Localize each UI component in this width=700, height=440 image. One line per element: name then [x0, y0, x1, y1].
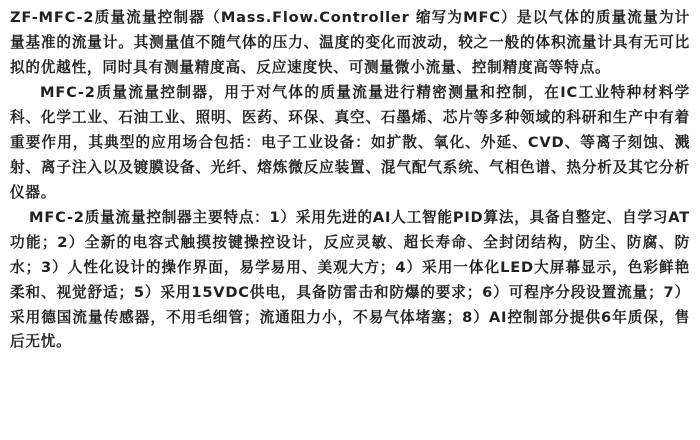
- intro-paragraph: ZF-MFC-2质量流量控制器（Mass.Flow.Controller 缩写为MFC）是以气体的质量流量为计量基准的流量计。其测量值不随气体的压力、温度的变化而波动，较之一般的体积流量计具有无可比拟的优越性，同时具有测量精度高、反应速度快、可测量微小流量、控制精度高等特点。: [10, 9, 690, 76]
- features-paragraph: MFC-2质量流量控制器主要特点：1）采用先进的AI人工智能PID算法，具备自整定、自学习AT功能；2）全新的电容式触摸按键操控设计，反应灵敏、超长寿命、全封闭结构，防尘、防腐、防水；3）人性化设计的操作界面，易学易用、美观大方；4）采用一体化LED大屏幕显示，色彩鲜艳柔和、视觉舒适；5）采用15VDC供电，具备防雷击和防爆的要求；6）可程序分段设置流量；7）采用德国流量传感器，不用毛细管；流通阻力小，不易气体堵塞；8）AI控制部分提供6年质保，售后无忧。: [10, 209, 690, 351]
- application-paragraph: MFC-2质量流量控制器，用于对气体的质量流量进行精密测量和控制，在IC工业特种材料学科、化学工业、石油工业、照明、医药、环保、真空、石墨烯、芯片等多种领域的科研和生产中有着重要作用，其典型的应用场合包括：电子工业设备：如扩散、氧化、外延、CVD、等离子刻蚀、溅射、离子注入以及镀膜设备、光纤、熔炼微反应装置、混气配气系统、气相色谱、热分析及其它分析仪器。: [10, 84, 690, 201]
